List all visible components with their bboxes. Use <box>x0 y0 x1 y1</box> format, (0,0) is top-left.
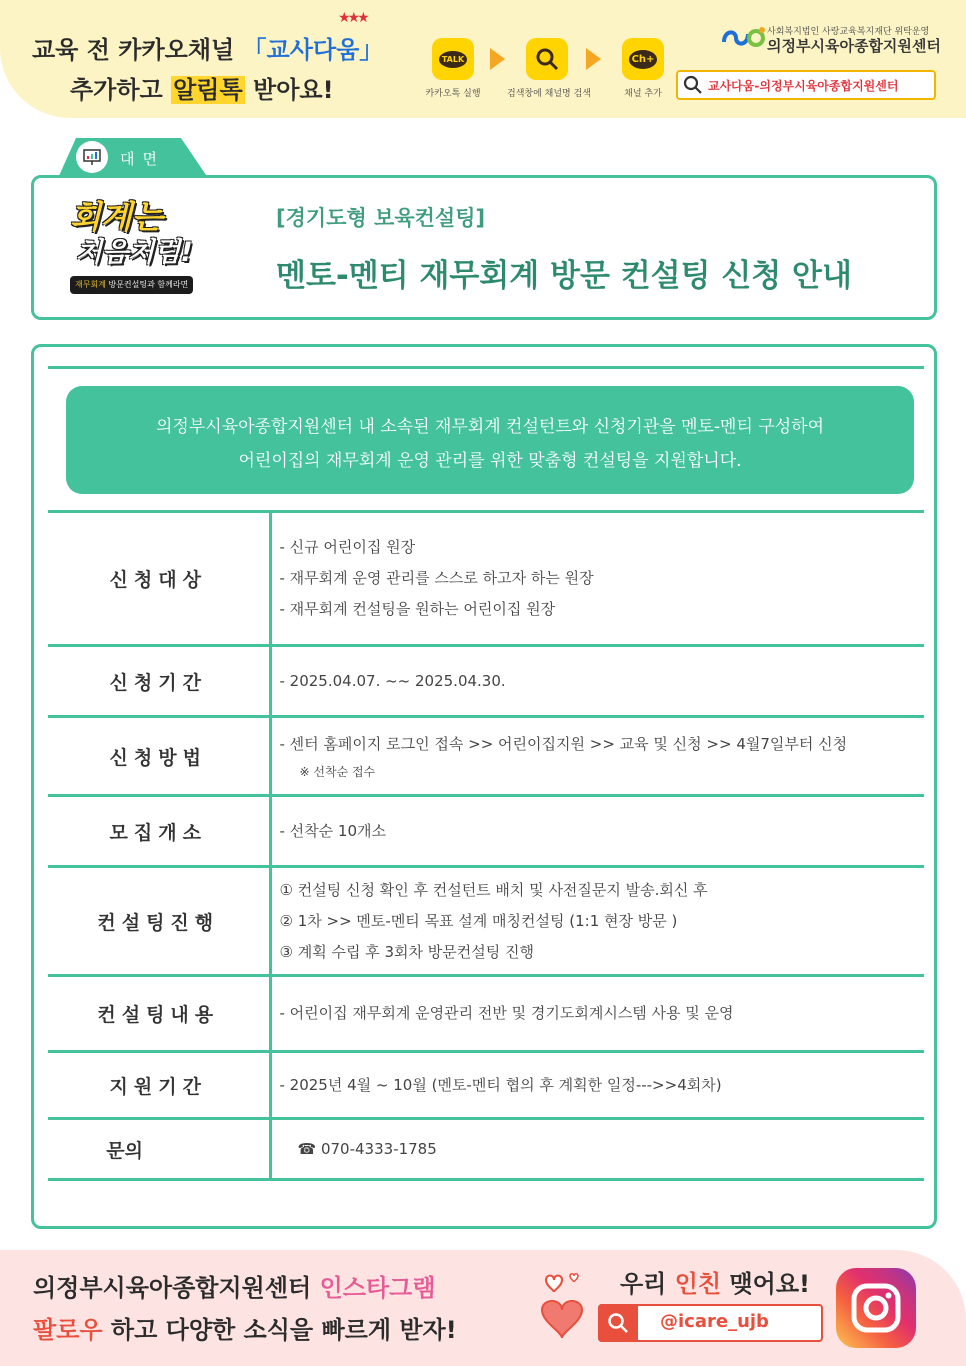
org-name: 의정부시육아종합지원센터 <box>767 37 941 55</box>
step-search-channel: 검색창에 채널명 검색 <box>507 38 587 99</box>
search-icon <box>678 72 708 98</box>
search-icon <box>526 38 568 80</box>
tab-label: 대면 <box>120 150 165 168</box>
row-label: 신청방법 <box>48 717 270 796</box>
hearts-icon <box>534 1266 594 1342</box>
table-row <box>48 512 924 646</box>
presentation-icon <box>76 141 108 173</box>
row-label: 신청대상 <box>48 512 270 646</box>
contact-phone[interactable]: ☎ 070-4333-1785 <box>270 1119 924 1180</box>
row-label: 문의 <box>48 1119 270 1180</box>
table-row <box>48 867 924 976</box>
instagram-icon[interactable] <box>836 1268 916 1348</box>
org-operator-text: 사회복지법인 사랑교육복지재단 위탁운영 <box>767 27 930 37</box>
channel-search-box[interactable] <box>676 70 936 100</box>
row-value: - 2025년 4월 ~ 10월 (멘토-멘티 협의 후 계획한 일정--->>4회차) <box>270 1052 924 1119</box>
divider <box>48 366 924 369</box>
row-value: - 어린이집 재무회계 운영관리 전반 및 경기도회계시스템 사용 및 운영 <box>270 976 924 1052</box>
row-label: 컨설팅진행 <box>48 867 270 976</box>
row-value: - 신규 어린이집 원장 - 재무회계 운영 관리를 스스로 하고자 하는 원장 - 재무회계 컨설팅을 원하는 어린이집 원장 <box>270 512 924 646</box>
row-value: - 2025.04.07. ~~ 2025.04.30. <box>270 646 924 717</box>
row-value: - 센터 홈페이지 로그인 접속 >> 어린이집지원 >> 교육 및 신청 >> 4월7일부터 신청 ※ 선착순 접수 <box>270 717 924 796</box>
row-label: 신청기간 <box>48 646 270 717</box>
instagram-promo-line1: 의정부시육아종합지원센터 인스타그램 <box>33 1274 436 1302</box>
step-add-channel: Ch+ 채널 추가 <box>603 38 683 99</box>
search-icon <box>598 1304 638 1342</box>
arrow-right-icon <box>490 48 505 70</box>
subtitle: [경기도형 보육컨설팅] <box>276 206 486 230</box>
table-row <box>48 646 924 717</box>
org-logo-icon <box>720 24 766 50</box>
table-row <box>48 976 924 1052</box>
row-label: 컨설팅내용 <box>48 976 270 1052</box>
stars-icon: ★★★ <box>338 10 367 26</box>
instagram-promo-line2: 팔로우 하고 다양한 소식을 빠르게 받자! <box>33 1316 457 1344</box>
step-open-kakao: TALK 카카오톡 실행 <box>413 38 493 99</box>
friend-slogan: 우리 인친 맺어요! <box>620 1270 810 1298</box>
channel-add-icon: Ch+ <box>622 38 664 80</box>
kakao-promo-line2: 추가하고 알림톡 받아요! <box>70 76 334 104</box>
row-label: 모집개소 <box>48 796 270 867</box>
row-value: ① 컨설팅 신청 확인 후 컨설턴트 배치 및 사전질문지 발송.회신 후 ② 1차 >> 멘토-멘티 목표 설계 매칭컨설팅 (1:1 현장 방문 ) ③ 계획 수립 후 3회차 방문컨설팅 진행 <box>270 867 924 976</box>
kakao-talk-icon: TALK <box>432 38 474 80</box>
table-row <box>48 1052 924 1119</box>
campaign-badge: 회계는 처음처럼! 재무회계 방문컨설팅과 함께라면 <box>70 192 210 296</box>
table-row <box>48 1119 924 1180</box>
row-value: - 선착순 10개소 <box>270 796 924 867</box>
intro-banner: 의정부시육아종합지원센터 내 소속된 재무회계 컨설턴트와 신청기관을 멘토-멘티 구성하여 어린이집의 재무회계 운영 관리를 위한 맞춤형 컨설팅을 지원합니다. <box>66 386 914 494</box>
channel-name: 「교사다움」 <box>242 36 384 64</box>
row-label: 지원기간 <box>48 1052 270 1119</box>
info-table <box>48 510 924 1181</box>
instagram-handle[interactable]: @icare_ujb <box>660 1311 769 1332</box>
table-row <box>48 796 924 867</box>
arrow-right-icon <box>586 48 601 70</box>
kakao-promo-line1: 교육 전 카카오채널 「교사다움」 <box>32 36 384 64</box>
badge-tag: 재무회계 방문컨설팅과 함께라면 <box>70 276 193 294</box>
channel-search-text: 교사다움-의정부시육아종합지원센터 <box>708 78 899 93</box>
table-row <box>48 717 924 796</box>
page-title: 멘토-멘티 재무회계 방문 컨설팅 신청 안내 <box>276 258 852 294</box>
